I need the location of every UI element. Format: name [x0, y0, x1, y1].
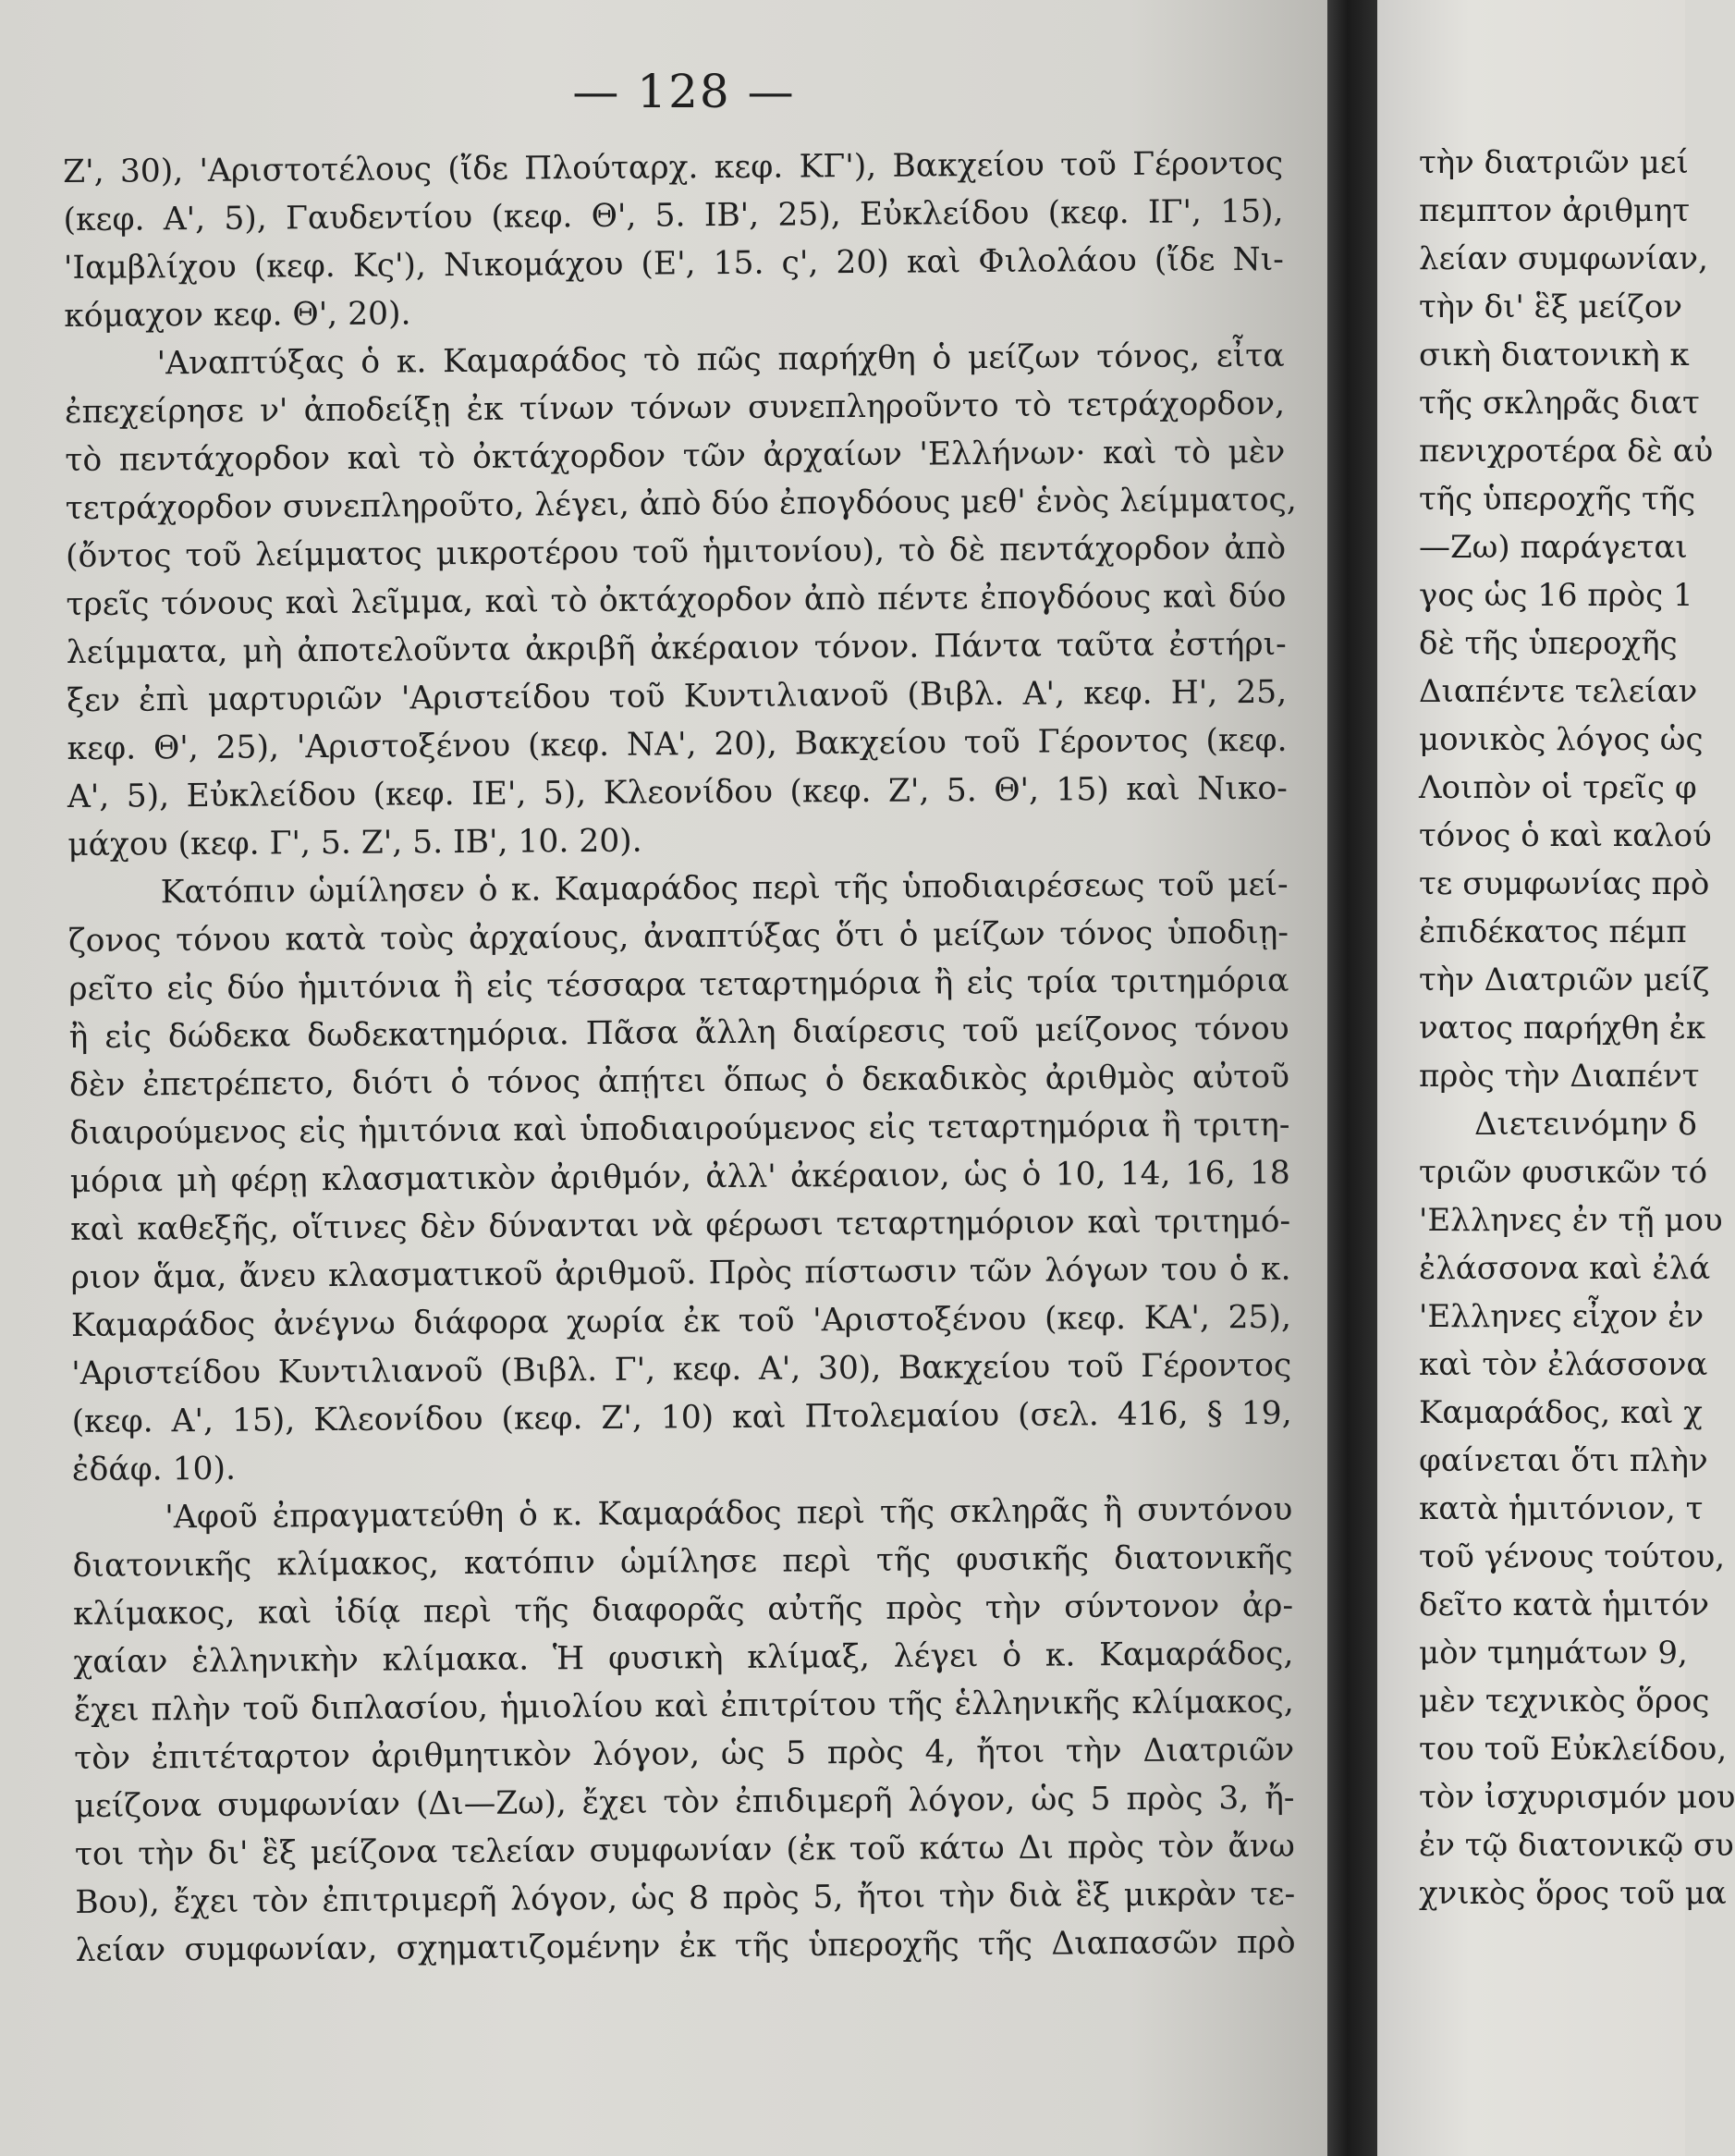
right-page-text-line: καὶ τὸν ἐλάσσονα — [1419, 1346, 1708, 1383]
text-line: 'Αναπτύξας ὁ κ. Καμαράδος τὸ πῶς παρήχθη ὁ μείζων τόνος, εἶτα — [156, 337, 1285, 383]
right-page-text-line: τριῶν φυσικῶν τό — [1419, 1154, 1708, 1191]
right-page-text-line: Διετεινόμην δ — [1474, 1106, 1697, 1143]
right-page-text-line: νατος παρήχθη ἐκ — [1419, 1010, 1706, 1047]
text-line: καὶ καθεξῆς, οἵτινες δὲν δύνανται νὰ φέρωσι τεταρτημόριον καὶ τριτημό- — [70, 1202, 1291, 1248]
right-page-text-line: φαίνεται ὅτι πλὴν — [1419, 1442, 1708, 1479]
text-line: ζονος τόνου κατὰ τοὺς ἀρχαίους, ἀναπτύξας ὅτι ὁ μείζων τόνος ὑποδιῃ- — [67, 913, 1289, 960]
text-line: 'Ιαμβλίχου (κεφ. Κς'), Νικομάχου (Ε', 15. ς', 20) καὶ Φιλολάου (ἴδε Νι- — [63, 240, 1285, 287]
right-page-text-line: χνικὸς ὅρος τοῦ μα — [1419, 1875, 1727, 1912]
right-page-text-line: τὸν ἰσχυρισμόν μου — [1419, 1779, 1735, 1816]
text-line: κλίμακος, καὶ ἰδίᾳ περὶ τῆς διαφορᾶς αὐτῆς πρὸς τὴν σύντονον ἀρ- — [72, 1586, 1294, 1633]
text-line: τρεῖς τόνους καὶ λεῖμμα, καὶ τὸ ὀκτάχορδον ἀπὸ πέντε ἐπογδόους καὶ δύο — [66, 577, 1287, 623]
text-line: χαίαν ἑλληνικὴν κλίμακα. Ἡ φυσικὴ κλίμαξ, λέγει ὁ κ. Καμαράδος, — [73, 1635, 1294, 1681]
text-line: Ζ', 30), 'Αριστοτέλους (ἴδε Πλούταρχ. κεφ. ΚΓ'), Βακχείου τοῦ Γέροντος — [63, 144, 1284, 190]
text-line: τοι τὴν δι' ἓξ μείζονα τελείαν συμφωνίαν (ἐκ τοῦ κάτω Δι πρὸς τὸν ἄνω — [74, 1827, 1295, 1873]
text-line: διατονικῆς κλίμακος, κατόπιν ὡμίλησε περὶ τῆς φυσικῆς διατονικῆς — [72, 1538, 1293, 1585]
right-page-text-line: τὴν διατριῶν μεί — [1419, 144, 1689, 181]
right-page-text-line: μὸν τμημάτων 9, — [1419, 1635, 1688, 1672]
right-page-text-line: κατὰ ἡμιτόνιον, τ — [1419, 1490, 1704, 1527]
page-number: — 128 — — [572, 65, 796, 118]
text-line: ξεν ἐπὶ μαρτυριῶν 'Αριστείδου τοῦ Κυντιλιανοῦ (Βιβλ. Α', κεφ. Η', 25, — [67, 673, 1288, 719]
text-line: (κεφ. Α', 5), Γαυδεντίου (κεφ. Θ', 5. ΙΒ', 25), Εὐκλείδου (κεφ. ΙΓ', 15), — [63, 192, 1284, 239]
text-line: διαιρούμενος εἰς ἡμιτόνια καὶ ὑποδιαιρούμενος εἰς τεταρτημόρια ἢ τριτη- — [69, 1106, 1290, 1152]
text-line: Καμαράδος ἀνέγνω διάφορα χωρία ἐκ τοῦ 'Αριστοξένου (κεφ. ΚΑ', 25), — [70, 1298, 1292, 1344]
right-page-text-line: 'Ελληνες εἶχον ἐν — [1419, 1298, 1704, 1335]
right-page-text-line: τῆς σκληρᾶς διατ — [1419, 385, 1700, 422]
text-line: τὸν ἐπιτέταρτον ἀριθμητικὸν λόγον, ὡς 5 πρὸς 4, ἤτοι τὴν Διατριῶν — [74, 1731, 1295, 1777]
text-line: Βου), ἔχει τὸν ἐπιτριμερῆ λόγον, ὡς 8 πρὸς 5, ἤτοι τὴν διὰ ἓξ μικρὰν τε- — [75, 1875, 1296, 1921]
right-page-text-line: σικὴ διατονικὴ κ — [1419, 337, 1690, 374]
text-line: κόμαχον κεφ. Θ', 20). — [64, 295, 411, 335]
main-text-block — [63, 140, 1296, 1975]
book-gutter — [1327, 0, 1377, 2156]
right-page-text-line: Καμαράδος, καὶ χ — [1419, 1394, 1703, 1431]
text-line: τετράχορδον συνεπληροῦτο, λέγει, ἀπὸ δύο ἐπογδόους μεθ' ἑνὸς λείμματος, — [65, 481, 1297, 527]
text-line: μάχου (κεφ. Γ', 5. Ζ', 5. ΙΒ', 10. 20). — [67, 822, 642, 864]
right-page-text-line: πρὸς τὴν Διαπέντ — [1419, 1058, 1700, 1095]
right-page-text-line: ἐλάσσονα καὶ ἐλά — [1419, 1250, 1711, 1287]
right-page-text-line: δεῖτο κατὰ ἡμιτόν — [1419, 1586, 1710, 1623]
right-page-text-line: τὴν Διατριῶν μείζ — [1419, 962, 1710, 998]
right-page-text-block — [1419, 139, 1735, 1917]
right-page-text-line: ἐν τῷ διατονικῷ συ — [1419, 1827, 1734, 1864]
text-line: Α', 5), Εὐκλείδου (κεφ. ΙΕ', 5), Κλεονίδου (κεφ. Ζ', 5. Θ', 15) καὶ Νικο- — [67, 769, 1289, 815]
right-page-text-line: τὴν δι' ἓξ μείζον — [1419, 288, 1682, 325]
right-page-text-line: Διαπέντε τελείαν — [1419, 673, 1698, 710]
text-line: Κατόπιν ὡμίλησεν ὁ κ. Καμαράδος περὶ τῆς ὑποδιαιρέσεως τοῦ μεί- — [160, 865, 1289, 912]
text-line: ριον ἅμα, ἄνευ κλασματικοῦ ἀριθμοῦ. Πρὸς πίστωσιν τῶν λόγων του ὁ κ. — [70, 1250, 1291, 1296]
text-line: ἢ εἰς δώδεκα δωδεκατημόρια. Πᾶσα ἄλλη διαίρεσις τοῦ μείζονος τόνου — [68, 1010, 1289, 1056]
right-page-text-line: πενιχροτέρα δὲ αὐ — [1419, 433, 1714, 470]
right-page-text-line: του τοῦ Εὐκλείδου, — [1419, 1731, 1728, 1768]
right-page-text-line: 'Ελληνες ἐν τῇ μου — [1419, 1202, 1723, 1239]
right-page-text-line: τόνος ὁ καὶ καλού — [1419, 817, 1712, 854]
right-page-text-line: λείαν συμφωνίαν, — [1419, 240, 1708, 277]
right-page-text-line: τε συμφωνίας πρὸ — [1419, 865, 1710, 902]
text-line: ἐδάφ. 10). — [71, 1450, 237, 1488]
text-line: τὸ πεντάχορδον καὶ τὸ ὀκτάχορδον τῶν ἀρχαίων 'Ελλήνων· καὶ τὸ μὲν — [65, 433, 1286, 479]
right-page-text-line: μονικὸς λόγος ὡς — [1419, 721, 1704, 758]
right-page-text-line: τοῦ γένους τούτου, — [1419, 1538, 1726, 1575]
text-line: μόρια μὴ φέρῃ κλασματικὸν ἀριθμόν, ἀλλ' ἀκέραιον, ὡς ὁ 10, 14, 16, 18 — [69, 1154, 1290, 1200]
text-line: ἔχει πλὴν τοῦ διπλασίου, ἡμιολίου καὶ ἐπιτρίτου τῆς ἑλληνικῆς κλίμακος, — [73, 1683, 1294, 1729]
text-line: λείμματα, μὴ ἀποτελοῦντα ἀκριβῆ ἀκέραιον τόνον. Πάντα ταῦτα ἐστήρι- — [66, 625, 1287, 671]
text-line: ρεῖτο εἰς δύο ἡμιτόνια ἢ εἰς τέσσαρα τεταρτημόρια ἢ εἰς τρία τριτημόρια — [68, 962, 1289, 1008]
right-page-text-line: τῆς ὑπεροχῆς τῆς — [1419, 481, 1696, 518]
text-line: δὲν ἐπετρέπετο, διότι ὁ τόνος ἀπῄτει ὅπως ὁ δεκαδικὸς ἀριθμὸς αὐτοῦ — [68, 1058, 1290, 1104]
text-line: ἐπεχείρησε ν' ἀποδείξῃ ἐκ τίνων τόνων συνεπληροῦντο τὸ τετράχορδον, — [64, 385, 1286, 431]
right-page-text-line: γος ὡς 16 πρὸς 1 — [1419, 577, 1693, 614]
text-line: 'Αριστείδου Κυντιλιανοῦ (Βιβλ. Γ', κεφ. Α', 30), Βακχείου τοῦ Γέροντος — [71, 1346, 1292, 1392]
text-line: κεφ. Θ', 25), 'Αριστοξένου (κεφ. ΝΑ', 20), Βακχείου τοῦ Γέροντος (κεφ. — [67, 721, 1288, 767]
text-line: μείζονα συμφωνίαν (Δι—Ζω), ἔχει τὸν ἐπιδιμερῆ λόγον, ὡς 5 πρὸς 3, ἤ- — [74, 1779, 1295, 1825]
text-line: 'Αφοῦ ἐπραγματεύθη ὁ κ. Καμαράδος περὶ τῆς σκληρᾶς ἢ συντόνου — [165, 1490, 1293, 1537]
right-page-text-line: δὲ τῆς ὑπεροχῆς — [1419, 625, 1678, 662]
text-line: λείαν συμφωνίαν, σχηματιζομένην ἐκ τῆς ὑπεροχῆς τῆς Διαπασῶν πρὸ — [75, 1923, 1296, 1969]
text-line: (κεφ. Α', 15), Κλεονίδου (κεφ. Ζ', 10) καὶ Πτολεμαίου (σελ. 416, § 19, — [71, 1394, 1292, 1440]
right-page-text-line: Λοιπὸν οἱ τρεῖς φ — [1419, 769, 1697, 806]
right-page-text-line: ἐπιδέκατος πέμπ — [1419, 913, 1687, 950]
right-page-text-line: πεμπτον ἀριθμητ — [1419, 192, 1691, 229]
right-page-text-line: —Ζω) παράγεται — [1419, 529, 1688, 566]
right-page-text-line: μὲν τεχνικὸς ὅρος — [1419, 1683, 1710, 1720]
text-line: (ὄντος τοῦ λείμματος μικροτέρου τοῦ ἡμιτονίου), τὸ δὲ πεντάχορδον ἀπὸ — [65, 529, 1287, 575]
